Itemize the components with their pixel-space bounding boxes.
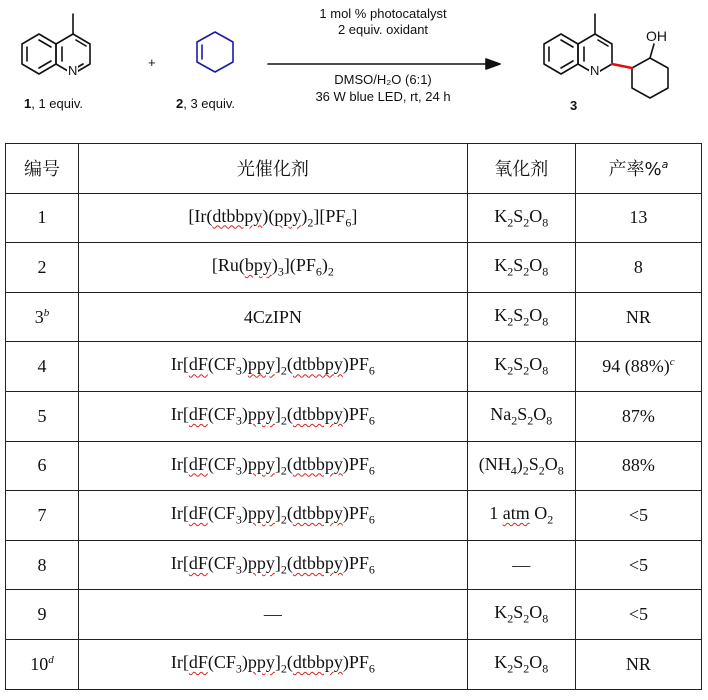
cell-photocatalyst: $Ir[dF(CF_3)ppy]_2(dtbbpy)PF_6$ xyxy=(79,540,468,590)
product-hydroxyl-label: OH xyxy=(646,28,667,44)
cell-oxidant: — xyxy=(467,540,575,590)
reactant2-label: 2, 3 equiv. xyxy=(176,96,236,111)
cell-yield: 94 (88%)$^c$ xyxy=(575,342,701,392)
header-oxidant: 氧化剂 xyxy=(467,144,575,194)
table-row xyxy=(6,590,702,640)
table-row xyxy=(6,441,702,491)
cell-yield: 88% xyxy=(575,441,701,491)
product-structure xyxy=(544,14,668,98)
cell-oxidant: $K_2S_2O_8$ xyxy=(467,243,575,293)
cell-oxidant: $K_2S_2O_8$ xyxy=(467,590,575,640)
header-entry: 编号 xyxy=(6,144,79,194)
table-row xyxy=(6,639,702,689)
cell-yield: 8 xyxy=(575,243,701,293)
reactant1-label: 1, 1 equiv. xyxy=(24,96,84,111)
cell-entry: 2 xyxy=(6,243,79,293)
product-nitrogen-label: N xyxy=(590,63,600,78)
reaction-arrow xyxy=(268,59,500,69)
reactant-4-methylquinoline xyxy=(22,14,90,74)
cell-oxidant: $K_2S_2O_8$ xyxy=(467,292,575,342)
cell-oxidant: $K_2S_2O_8$ xyxy=(467,193,575,243)
cell-entry: 9 xyxy=(6,590,79,640)
cell-photocatalyst: $[Ru(bpy)_3](PF_6)_2$ xyxy=(79,243,468,293)
new-bond-highlight xyxy=(612,64,632,68)
results-table xyxy=(5,143,702,690)
cell-yield: 13 xyxy=(575,193,701,243)
header-photocatalyst: 光催化剂 xyxy=(79,144,468,194)
conditions-oxidant: 2 equiv. oxidant xyxy=(337,22,429,37)
reaction-scheme xyxy=(0,0,708,140)
cell-photocatalyst: $Ir[dF(CF_3)ppy]_2(dtbbpy)PF_6$ xyxy=(79,491,468,541)
cell-entry: 8 xyxy=(6,540,79,590)
scheme-drawing xyxy=(0,0,708,140)
cell-entry: 4 xyxy=(6,342,79,392)
cell-oxidant: $K_2S_2O_8$ xyxy=(467,342,575,392)
table-row xyxy=(6,391,702,441)
table-row xyxy=(6,540,702,590)
results-table-wrapper xyxy=(5,143,702,690)
conditions-light: 36 W blue LED, rt, 24 h xyxy=(315,89,451,104)
cell-entry: 7 xyxy=(6,491,79,541)
cell-photocatalyst: $[Ir(dtbbpy)(ppy)_2][PF_6]$ xyxy=(79,193,468,243)
cell-yield: <5 xyxy=(575,540,701,590)
table-row xyxy=(6,243,702,293)
cell-entry: 5 xyxy=(6,391,79,441)
cell-oxidant: 1 atm $O_2$ xyxy=(467,491,575,541)
cell-photocatalyst: $Ir[dF(CF_3)ppy]_2(dtbbpy)PF_6$ xyxy=(79,441,468,491)
table-row xyxy=(6,491,702,541)
table-header-row xyxy=(6,144,702,194)
cell-entry: 3$^b$ xyxy=(6,292,79,342)
cell-photocatalyst: $Ir[dF(CF_3)ppy]_2(dtbbpy)PF_6$ xyxy=(79,391,468,441)
cell-photocatalyst: 4CzIPN xyxy=(79,292,468,342)
cell-photocatalyst: — xyxy=(79,590,468,640)
cell-entry: 6 xyxy=(6,441,79,491)
cell-photocatalyst: $Ir[dF(CF_3)ppy]_2(dtbbpy)PF_6$ xyxy=(79,342,468,392)
table-row xyxy=(6,193,702,243)
reactant-cyclohexene xyxy=(197,32,233,72)
table-row xyxy=(6,292,702,342)
cell-yield: <5 xyxy=(575,491,701,541)
cell-entry: 1 xyxy=(6,193,79,243)
conditions-catalyst: 1 mol % photocatalyst xyxy=(319,6,447,21)
plus-sign: + xyxy=(148,55,156,70)
cell-photocatalyst: $Ir[dF(CF_3)ppy]_2(dtbbpy)PF_6$ xyxy=(79,639,468,689)
cell-yield: 87% xyxy=(575,391,701,441)
cell-yield: NR xyxy=(575,639,701,689)
cell-oxidant: $K_2S_2O_8$ xyxy=(467,639,575,689)
cell-yield: <5 xyxy=(575,590,701,640)
conditions-solvent: DMSO/H₂O (6:1) xyxy=(334,72,432,87)
cell-oxidant: $Na_2S_2O_8$ xyxy=(467,391,575,441)
header-yield: 产率%$^a$ xyxy=(575,144,701,194)
cell-entry: 10$^d$ xyxy=(6,639,79,689)
product-label: 3 xyxy=(570,98,578,113)
cell-yield: NR xyxy=(575,292,701,342)
reactant1-nitrogen-label: N xyxy=(68,63,78,78)
cell-oxidant: $(NH_4)_2S_2O_8$ xyxy=(467,441,575,491)
table-row xyxy=(6,342,702,392)
